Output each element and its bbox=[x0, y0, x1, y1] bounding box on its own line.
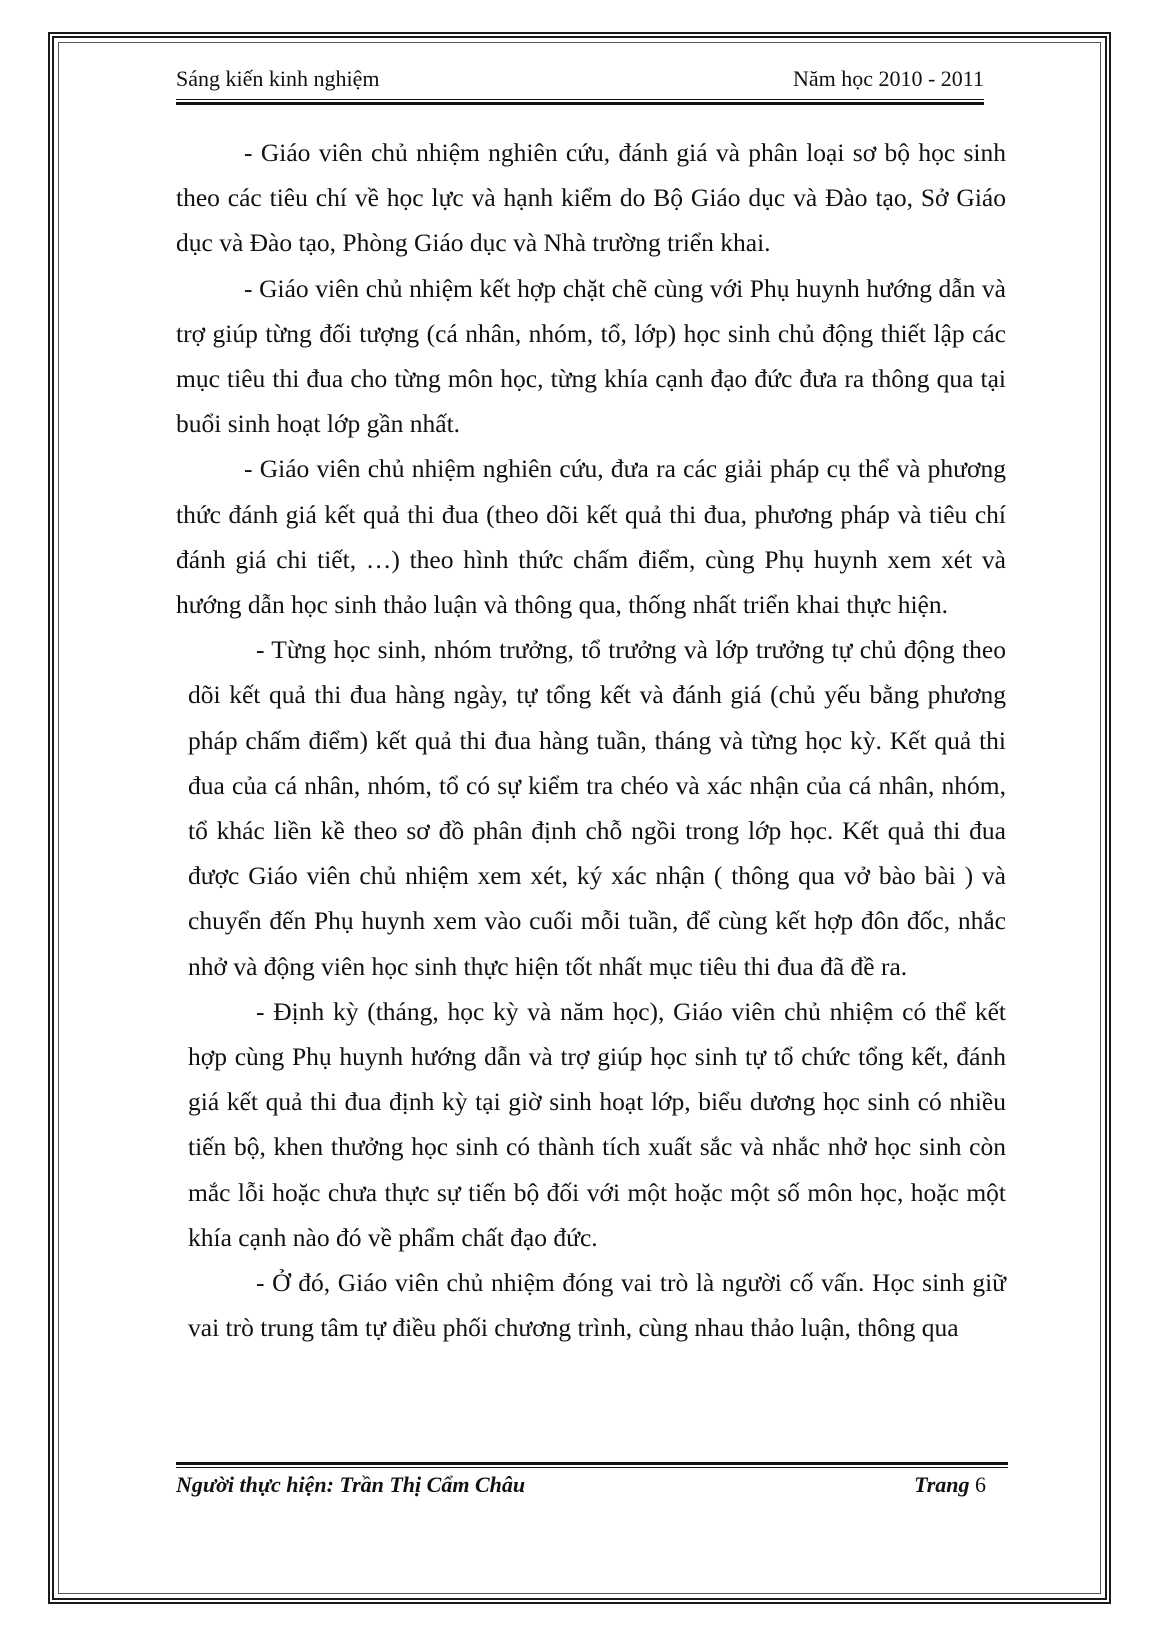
header-title: Sáng kiến kinh nghiệm bbox=[176, 66, 380, 91]
page-number: 6 bbox=[975, 1472, 986, 1497]
header-rule bbox=[176, 99, 984, 100]
paragraph: - Từng học sinh, nhóm trưởng, tổ trưởng và lớp trưởng tự chủ động theo dõi kết quả thi đua hàng ngày, tự tổng kết và đánh giá (chủ yếu bằng phương pháp chấm điểm) kết quả thi đua hàng tuần, tháng và từng học kỳ. Kết quả thi đua của cá nhân, nhóm, tổ có sự kiểm tra chéo và xác nhận của cá nhân, nhóm, tổ khác liền kề theo sơ đồ phân định chỗ ngồi trong lớp học. Kết quả thi đua được Giáo viên chủ nhiệm xem xét, ký xác nhận ( thông qua vở bào bài ) và chuyển đến Phụ huynh xem vào cuối mỗi tuần, để cùng kết hợp đôn đốc, nhắc nhở và động viên học sinh thực hiện tốt nhất mục tiêu thi đua đã đề ra. bbox=[188, 635, 1006, 981]
footer-rule-thick bbox=[176, 1462, 1008, 1465]
page-header bbox=[176, 66, 984, 96]
document-body bbox=[176, 130, 1006, 1350]
paragraph: - Định kỳ (tháng, học kỳ và năm học), Giáo viên chủ nhiệm có thể kết hợp cùng Phụ huynh hướng dẫn và trợ giúp học sinh tự tổ chức tổng kết, đánh giá kết quả thi đua định kỳ tại giờ sinh hoạt lớp, biểu dương học sinh có nhiều tiến bộ, khen thưởng học sinh có thành tích xuất sắc và nhắc nhở học sinh còn mắc lỗi hoặc chưa thực sự tiến bộ đối với một hoặc một số môn học, hoặc một khía cạnh nào đó về phẩm chất đạo đức. bbox=[188, 996, 1006, 1252]
paragraph: - Giáo viên chủ nhiệm nghiên cứu, đưa ra các giải pháp cụ thể và phương thức đánh giá kết quả thi đua (theo dõi kết quả thi đua, phương pháp và tiêu chí đánh giá chi tiết, …) theo hình thức chấm điểm, cùng Phụ huynh xem xét và hướng dẫn học sinh thảo luận và thông qua, thống nhất triển khai thực hiện. bbox=[176, 454, 1006, 620]
paragraph: - Giáo viên chủ nhiệm kết hợp chặt chẽ cùng với Phụ huynh hướng dẫn và trợ giúp từng đối tượng (cá nhân, nhóm, tổ, lớp) học sinh chủ động thiết lập các mục tiêu thi đua cho từng môn học, từng khía cạnh đạo đức đưa ra thông qua tại buổi sinh hoạt lớp gần nhất. bbox=[176, 273, 1006, 439]
page-label: Trang bbox=[914, 1472, 970, 1497]
header-year: Năm học 2010 - 2011 bbox=[792, 66, 984, 91]
paragraph: - Giáo viên chủ nhiệm nghiên cứu, đánh giá và phân loại sơ bộ học sinh theo các tiêu chí về học lực và hạnh kiểm do Bộ Giáo dục và Đào tạo, Sở Giáo dục và Đào tạo, Phòng Giáo dục và Nhà trường triển khai. bbox=[176, 138, 1006, 258]
header-rule-thick bbox=[176, 102, 984, 105]
paragraph: - Ở đó, Giáo viên chủ nhiệm đóng vai trò là người cố vấn. Học sinh giữ vai trò trung tâm tự điều phối chương trình, cùng nhau thảo luận, thông qua bbox=[188, 1268, 1006, 1343]
footer-page bbox=[914, 1472, 986, 1498]
footer-author: Người thực hiện: Trần Thị Cẩm Châu bbox=[176, 1472, 526, 1497]
footer-rule bbox=[176, 1467, 1008, 1468]
page-footer bbox=[176, 1472, 986, 1502]
